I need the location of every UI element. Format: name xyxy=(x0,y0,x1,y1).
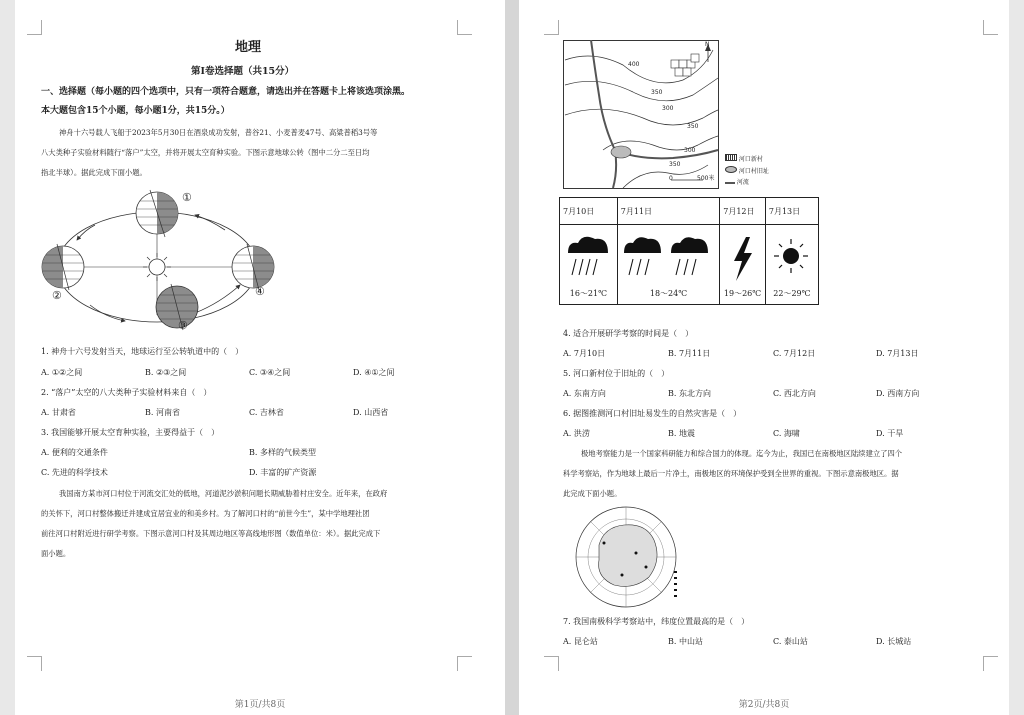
q1-option-c: C. ③④之间 xyxy=(249,368,291,377)
q2-option-d: D. 山西省 xyxy=(353,408,389,417)
question-2: 2. “落户”太空的八大类种子实验材料来自（ ） xyxy=(41,388,212,397)
crop-mark xyxy=(27,20,42,35)
crop-mark xyxy=(544,656,559,671)
intro-paragraph: 神舟十六号载人飞船于2023年5月30日在酒泉成功发射，普谷21、小麦普麦47号、高粱普稻3号等 xyxy=(59,128,378,137)
weather-date: 7月13日 xyxy=(765,198,818,225)
antarctica-map xyxy=(574,505,714,610)
weather-date: 7月10日 xyxy=(560,198,618,225)
question-5: 5. 河口新村位于旧址的（ ） xyxy=(563,369,670,378)
question-6: 6. 据图推测河口村旧址易发生的自然灾害是（ ） xyxy=(563,409,742,418)
intro-paragraph: 指北半球）。据此完成下面小题。 xyxy=(41,168,147,177)
q7-option-c: C. 泰山站 xyxy=(773,637,808,646)
crop-mark xyxy=(27,656,42,671)
page-title: 地理 xyxy=(235,40,262,55)
earth-position-1 xyxy=(136,190,178,237)
q5-option-a: A. 东南方向 xyxy=(563,389,606,398)
weather-table xyxy=(559,197,819,305)
old-village-icon xyxy=(611,146,631,158)
crop-mark xyxy=(983,656,998,671)
q2-option-a: A. 甘肃省 xyxy=(41,408,76,417)
q4-option-a: A. 7月10日 xyxy=(563,349,606,358)
antarctica-continent xyxy=(599,525,657,587)
q4-option-c: C. 7月12日 xyxy=(773,349,816,358)
intro-paragraph: 面小题。 xyxy=(41,549,71,558)
q7-option-b: B. 中山站 xyxy=(668,637,703,646)
intro-paragraph: 极地考察能力是一个国家科研能力和综合国力的体现。迄今为止，我国已在南极地区陆续建立了四个 xyxy=(581,449,903,458)
scale-zero: 0 xyxy=(669,175,673,182)
question-1: 1. 神舟十六号发射当天，地球运行至公转轨道中的（ ） xyxy=(41,347,244,356)
q3-option-b: B. 多样的气候类型 xyxy=(249,448,316,457)
weather-date: 7月11日 xyxy=(617,198,719,225)
q5-option-c: C. 西北方向 xyxy=(773,389,816,398)
q3-option-c: C. 先进的科学技术 xyxy=(41,468,108,477)
q2-option-c: C. 吉林省 xyxy=(249,408,284,417)
scale-label: 500米 xyxy=(697,175,715,182)
intro-paragraph: 的关怀下，河口村整体搬迁并建成宜居宜业的和美乡村。为了解河口村的“前世今生”，某中学地理社团 xyxy=(41,509,370,518)
earth-position-4 xyxy=(232,244,274,290)
q5-option-d: D. 西南方向 xyxy=(876,389,920,398)
thunderstorm-icon xyxy=(724,231,762,286)
legend-river-icon xyxy=(725,182,735,184)
legend-old-village-icon xyxy=(725,166,737,173)
part-heading: 一、选择题（每小题的四个选项中，只有一项符合题意，请选出并在答题卡上将该选项涂黑。 xyxy=(41,87,411,97)
q7-option-a: A. 昆仑站 xyxy=(563,637,598,646)
intro-paragraph: 我国南方某市河口村位于河流交汇处的低地，河道泥沙淤积问题长期威胁着村庄安全。近年来，在政府 xyxy=(59,489,388,498)
orbit-label-3: ③ xyxy=(178,319,188,332)
weather-cell xyxy=(765,225,818,305)
crop-mark xyxy=(457,20,472,35)
part-heading-2: 本大题包含15个小题，每小题1分，共15分。） xyxy=(41,106,230,116)
legend-label: 河口新村 xyxy=(738,156,763,163)
q1-option-a: A. ①②之间 xyxy=(41,368,83,377)
orbit-label-2: ② xyxy=(52,289,62,302)
q1-option-d: D. ④①之间 xyxy=(353,368,395,377)
section-title: 第Ⅰ卷选择题（共15分） xyxy=(191,66,295,77)
weather-temp: 19～26℃ xyxy=(723,288,762,298)
contour-label: 300 xyxy=(662,105,674,112)
weather-cell xyxy=(617,225,719,305)
legend-label: 河流 xyxy=(736,179,749,186)
north-label: N xyxy=(705,41,710,48)
q4-option-b: B. 7月11日 xyxy=(668,349,711,358)
q1-option-b: B. ②③之间 xyxy=(145,368,187,377)
page-footer: 第2页/共8页 xyxy=(738,700,790,710)
question-3: 3. 我国能够开展太空育种实验，主要得益于（ ） xyxy=(41,428,220,437)
earth-position-3 xyxy=(156,284,198,330)
q4-option-d: D. 7月13日 xyxy=(876,349,919,358)
legend-new-village-icon xyxy=(725,154,737,161)
q6-option-c: C. 海啸 xyxy=(773,429,800,438)
weather-cell xyxy=(720,225,766,305)
orbit-label-1: ① xyxy=(182,191,192,204)
q2-option-b: B. 河南省 xyxy=(145,408,180,417)
contour-label: 350 xyxy=(687,123,699,130)
crop-mark xyxy=(983,20,998,35)
earth-position-2 xyxy=(42,244,84,290)
intro-paragraph: 八大类种子实验材料随行“落户”太空，并将开展太空育种实验。下图示意地球公转（图中二分二至日均 xyxy=(41,148,370,157)
orbit-diagram xyxy=(35,185,290,335)
page-gutter xyxy=(505,0,519,715)
weather-temp: 18～24℃ xyxy=(649,288,688,298)
q3-option-d: D. 丰富的矿产资源 xyxy=(249,468,317,477)
weather-temp: 22～29℃ xyxy=(773,288,811,298)
contour-label: 300 xyxy=(684,147,696,154)
legend-label: 河口村旧址 xyxy=(738,168,769,175)
page-footer: 第1页/共8页 xyxy=(234,700,286,710)
crop-mark xyxy=(544,20,559,35)
q7-option-d: D. 长城站 xyxy=(876,637,912,646)
q6-option-d: D. 干旱 xyxy=(876,429,904,438)
intro-paragraph: 前往河口村附近进行研学考察。下图示意河口村及其周边地区等高线地形图（数值单位：米）。据此完成下 xyxy=(41,529,381,538)
q3-option-a: A. 便利的交通条件 xyxy=(41,448,108,457)
contour-map xyxy=(563,40,723,190)
orbit-label-4: ④ xyxy=(255,285,265,298)
weather-cell xyxy=(560,225,618,305)
intro-paragraph: 此完成下面小题。 xyxy=(563,489,622,498)
weather-date: 7月12日 xyxy=(720,198,766,225)
heavy-rain-icon xyxy=(621,231,716,286)
q5-option-b: B. 东北方向 xyxy=(668,389,711,398)
intro-paragraph: 科学考察站，作为地球上最后一片净土，南极地区的环境保护受到全世界的重视。下图示意南极地区。据 xyxy=(563,469,899,478)
sunny-icon xyxy=(769,231,814,286)
crop-mark xyxy=(457,656,472,671)
contour-label: 400 xyxy=(628,61,640,68)
q6-option-b: B. 地震 xyxy=(668,429,695,438)
contour-label: 350 xyxy=(651,89,663,96)
contour-label: 350 xyxy=(669,161,681,168)
page-2 xyxy=(519,0,1009,715)
question-7: 7. 我国南极科学考察站中，纬度位置最高的是（ ） xyxy=(563,617,750,626)
question-4: 4. 适合开展研学考察的时间是（ ） xyxy=(563,329,694,338)
page-1 xyxy=(15,0,505,715)
weather-temp: 16～21℃ xyxy=(569,288,608,298)
rain-icon xyxy=(563,231,613,286)
q6-option-a: A. 洪涝 xyxy=(563,429,590,438)
